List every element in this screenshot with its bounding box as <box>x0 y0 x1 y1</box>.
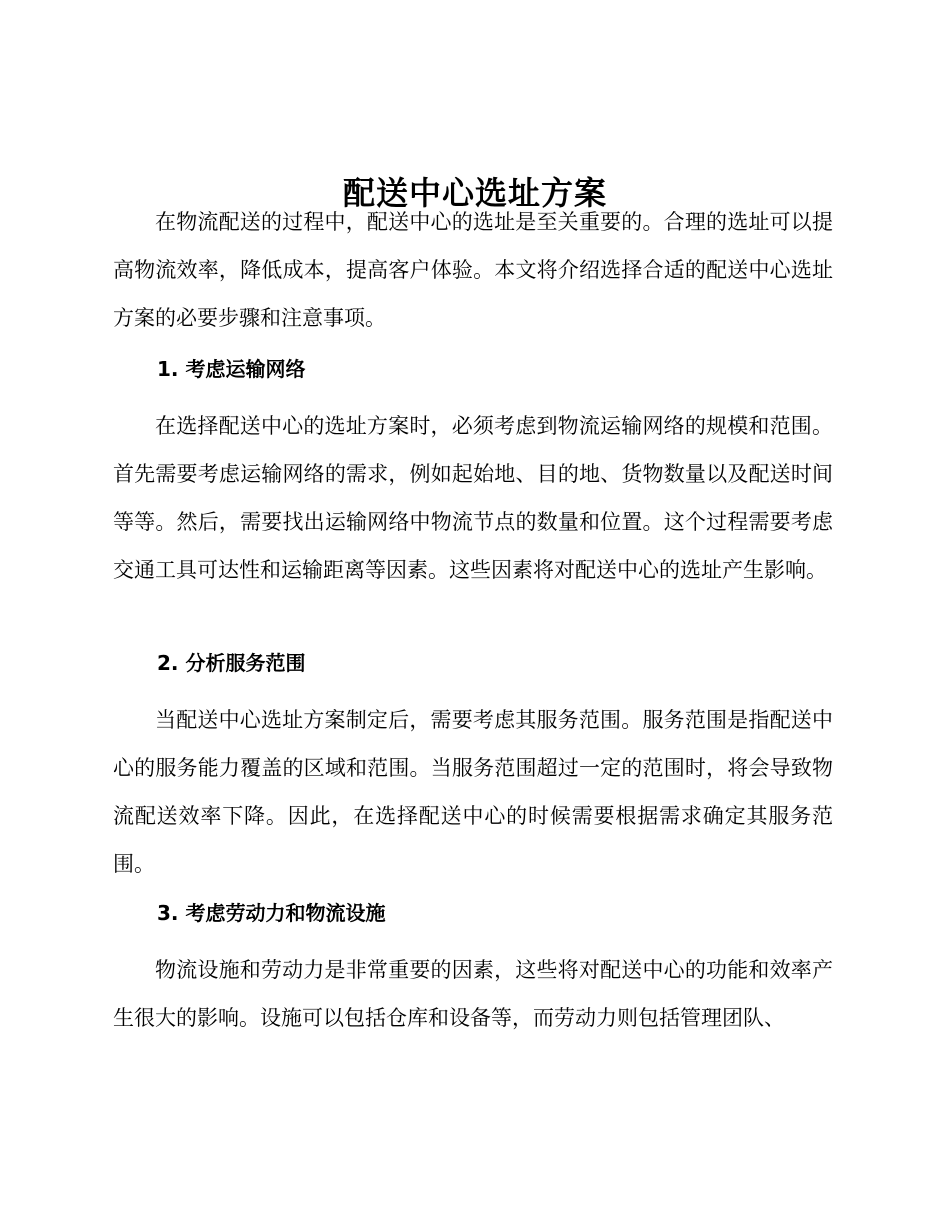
section-3-heading: 3. 考虑劳动力和物流设施 <box>157 901 386 925</box>
intro-paragraph: 在物流配送的过程中，配送中心的选址是至关重要的。合理的选址可以提高物流效率，降低成本，提高客户体验。本文将介绍选择合适的配送中心选址方案的必要步骤和注意事项。 <box>113 210 833 330</box>
section-3-body: 物流设施和劳动力是非常重要的因素，这些将对配送中心的功能和效率产生很大的影响。设施可以包括仓库和设备等，而劳动力则包括管理团队、 <box>113 958 833 1030</box>
section-1-body: 在选择配送中心的选址方案时，必须考虑到物流运输网络的规模和范围。首先需要考虑运输网络的需求，例如起始地、目的地、货物数量以及配送时间等等。然后，需要找出运输网络中物流节点的数量和位置。这个过程需要考虑交通工具可达性和运输距离等因素。这些因素将对配送中心的选址产生影响。 <box>113 414 833 582</box>
section-2-body: 当配送中心选址方案制定后，需要考虑其服务范围。服务范围是指配送中心的服务能力覆盖的区域和范围。当服务范围超过一定的范围时，将会导致物流配送效率下降。因此，在选择配送中心的时候需要根据需求确定其服务范围。 <box>113 708 833 876</box>
section-2-heading: 2. 分析服务范围 <box>157 651 306 675</box>
document-title: 配送中心选址方案 <box>342 174 607 213</box>
section-1-heading: 1. 考虑运输网络 <box>157 357 306 381</box>
